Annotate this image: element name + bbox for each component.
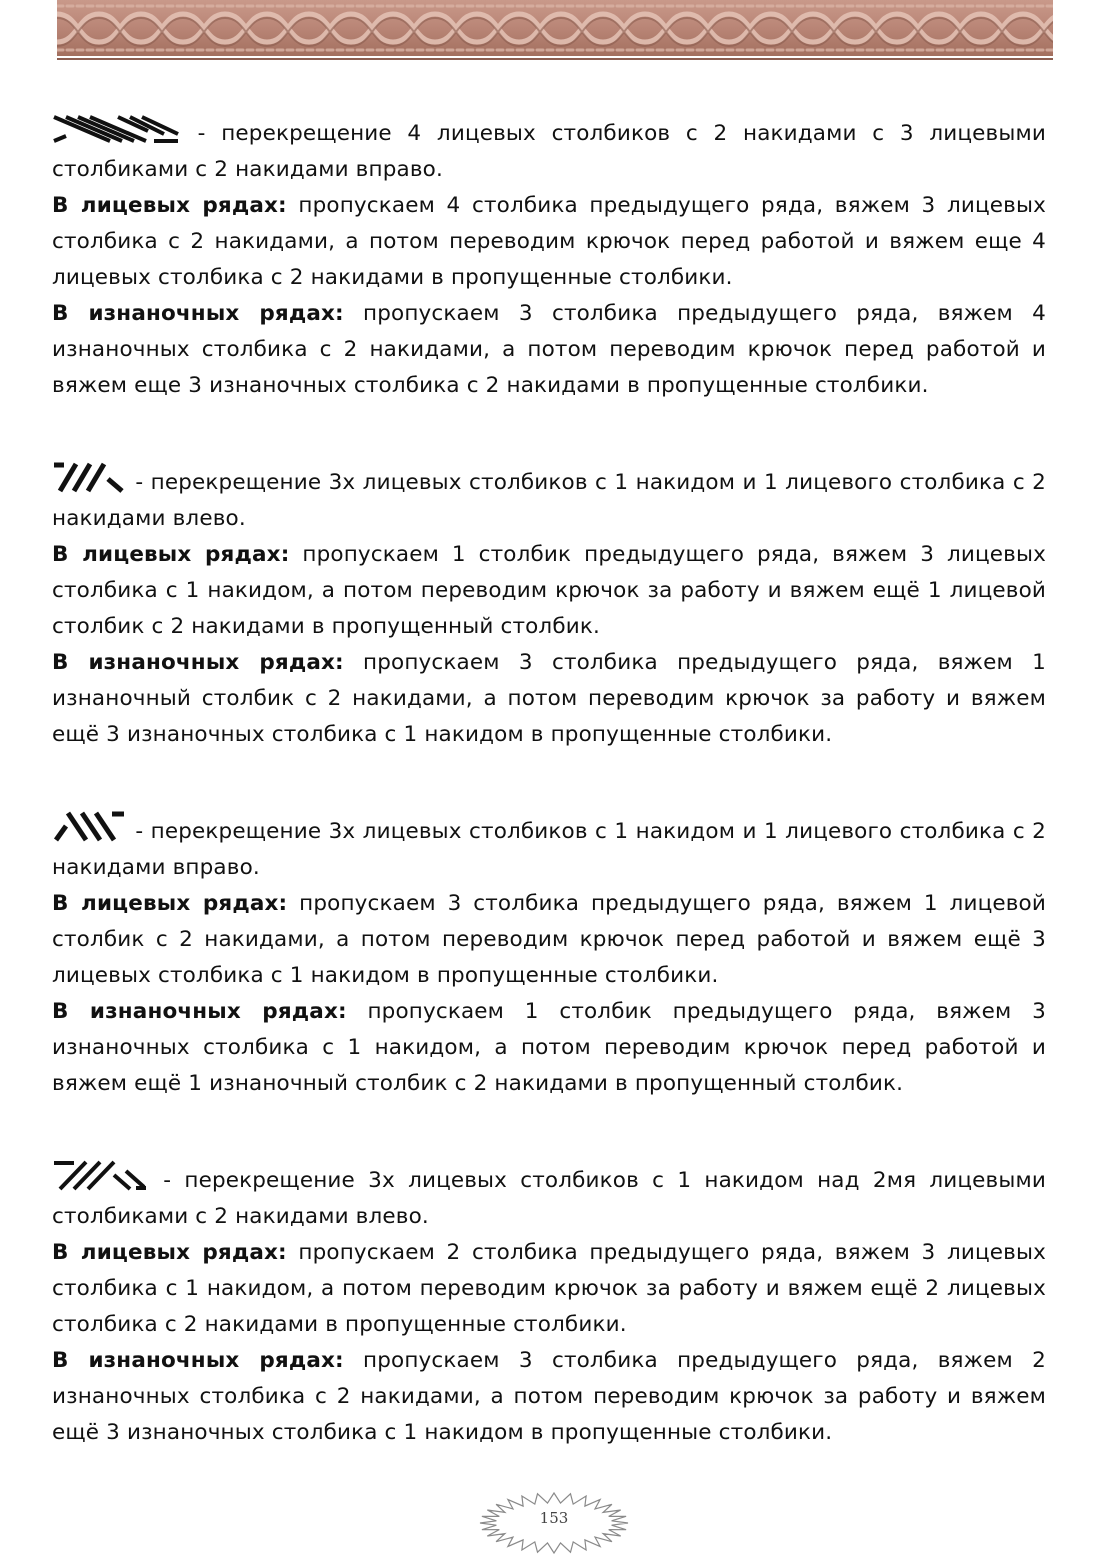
page-number-badge — [474, 1490, 634, 1556]
entry-1 — [52, 114, 1046, 404]
entry-2 — [52, 461, 1046, 753]
wrong-side-rows: В изнаночных рядах: пропускаем 3 столбика предыдущего ряда, вяжем 4 изнаночных столбика с 2 накидами, а потом переводим крючок перед работой и вяжем еще 3 изнаночных столбика с 2 накидами в пропущенные столбики. — [52, 301, 1047, 398]
cross-3x1-left-icon — [52, 461, 126, 493]
entry-title: - перекрещение 3х лицевых столбиков с 1 накидом и 1 лицевого столбика с 2 накидами влево. — [52, 461, 1046, 537]
wrong-side-rows: В изнаночных рядах: пропускаем 1 столбик предыдущего ряда, вяжем 3 изнаночных столбика с 1 накидом, а потом переводим крючок перед работой и вяжем ещё 1 изнаночный столбик с 2 накидами в пропущенный столбик. — [52, 999, 1046, 1096]
entry-title: - перекрещение 3х лицевых столбиков с 1 накидом над 2мя лицевыми столбиками с 2 накидами влево. — [52, 1159, 1046, 1235]
cross-3x1-right-icon — [52, 810, 126, 842]
right-side-rows: В лицевых рядах: пропускаем 1 столбик предыдущего ряда, вяжем 3 лицевых столбика с 1 накидом, а потом переводим крючок за работу и вяжем ещё 1 лицевой столбик с 2 накидами в пропущенный столбик. — [52, 542, 1046, 639]
entry-3 — [52, 810, 1046, 1102]
entry-4 — [52, 1159, 1046, 1451]
decorative-cable-banner — [57, 0, 1053, 60]
cross-4x3-double-right-icon — [52, 114, 180, 144]
page-number: 153 — [539, 1509, 569, 1527]
entry-title: - перекрещение 4 лицевых столбиков с 2 накидами с 3 лицевыми столбиками с 2 накидами вправо. — [52, 114, 1046, 188]
cable-knit-pattern-icon — [57, 0, 1053, 56]
document-body — [52, 114, 1046, 1451]
cross-3x2-left-icon — [52, 1159, 148, 1191]
right-side-rows: В лицевых рядах: пропускаем 3 столбика предыдущего ряда, вяжем 1 лицевой столбик с 2 накидами, а потом переводим крючок перед работой и вяжем ещё 3 лицевых столбика с 1 накидом в пропущенные столбики. — [52, 891, 1046, 988]
wrong-side-rows: В изнаночных рядах: пропускаем 3 столбика предыдущего ряда, вяжем 2 изнаночных столбика с 2 накидами, а потом переводим крючок за работу и вяжем ещё 3 изнаночных столбика с 1 накидом в пропущенные столбики. — [52, 1348, 1047, 1445]
right-side-rows: В лицевых рядах: пропускаем 4 столбика предыдущего ряда, вяжем 3 лицевых столбика с 2 накидами, а потом переводим крючок перед работой и вяжем еще 4 лицевых столбика с 2 накидами в пропущенные столбики. — [52, 193, 1046, 290]
right-side-rows: В лицевых рядах: пропускаем 2 столбика предыдущего ряда, вяжем 3 лицевых столбика с 1 накидом, а потом переводим крючок за работу и вяжем ещё 2 лицевых столбика с 2 накидами в пропущенные столбики. — [52, 1240, 1046, 1337]
entry-title: - перекрещение 3х лицевых столбиков с 1 накидом и 1 лицевого столбика с 2 накидами вправо. — [52, 810, 1046, 886]
wrong-side-rows: В изнаночных рядах: пропускаем 3 столбика предыдущего ряда, вяжем 1 изнаночный столбик с 2 накидами, а потом переводим крючок за работу и вяжем ещё 3 изнаночных столбика с 1 накидом в пропущенные столбики. — [52, 650, 1047, 747]
